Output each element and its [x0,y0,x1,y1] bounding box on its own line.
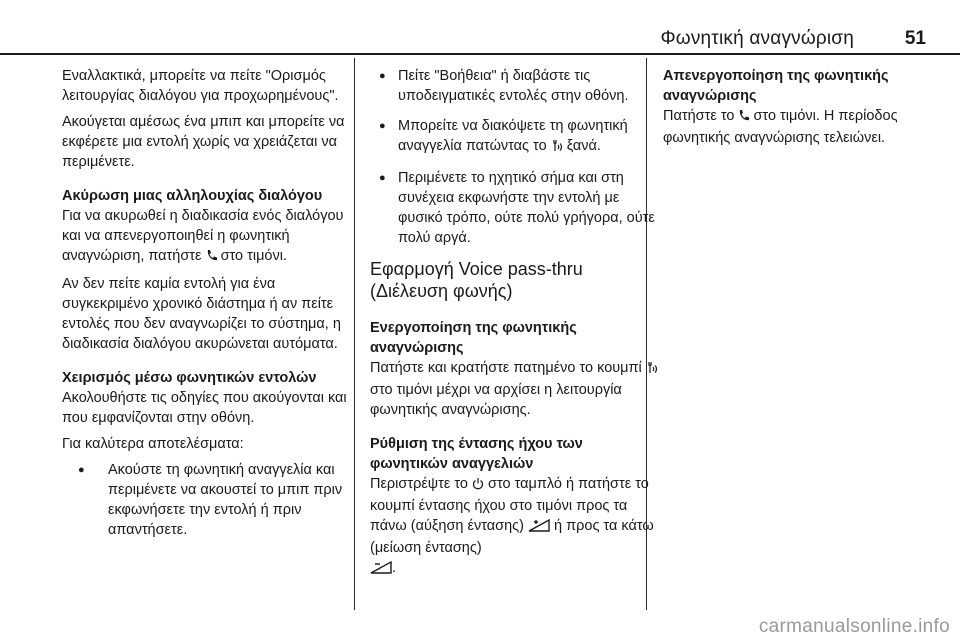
text: Για να ακυρωθεί η διαδικασία ενός διαλόγου και να απενεργοποιηθεί η φωνητική αναγνώριση, πατήστε [62,208,344,264]
voice-control-icon [551,138,563,158]
paragraph [370,474,658,580]
text: . [392,560,397,576]
column-right [663,66,943,154]
chapter-title: Φωνητική αναγνώριση [660,28,854,49]
section-heading: Απενεργοποίηση της φωνητικής αναγνώρισης [663,68,889,104]
volume-up-icon [528,518,550,538]
list-item: ● Περιμένετε το ηχητικό σήμα και στη συνέχεια εκφωνήστε την εντολή με φυσικό τρόπο, ούτε πολύ γρήγορα, ούτε πολύ αργά. [370,168,658,248]
bullet-list [370,66,658,248]
column-middle [370,66,658,586]
text: ξανά. [566,138,601,154]
power-icon [472,476,484,496]
voice-control-icon [646,360,658,380]
text: στο τιμόνι μέχρι να αρχίσει η λειτουργία φωνητικής αναγνώρισης. [370,382,622,418]
section-title: Εφαρμογή Voice pass-thru (Διέλευση φωνής) [370,259,583,301]
page-header [0,0,960,58]
paragraph [62,206,352,268]
text: ή προς τα κάτω (μείωση έντασης) [370,518,654,556]
section-heading: Ενεργοποίηση της φωνητικής αναγνώρισης [370,320,577,356]
section-heading: Χειρισμός μέσω φωνητικών εντολών [62,370,317,386]
column-left [62,66,352,550]
text: στο τιμόνι. Η περίοδος φωνητικής αναγνώρισης τελειώνει. [663,108,898,146]
list-item: ● Πείτε "Βοήθεια" ή διαβάστε τις υποδειγματικές εντολές στην οθόνη. [370,66,658,106]
list-item: ● Ακούστε τη φωνητική αναγγελία και περιμένετε να ακουστεί το μπιπ πριν εκφωνήσετε την εντολή ή πριν απαντήσετε. [62,460,352,540]
paragraph [370,358,658,420]
bullet-list [62,460,352,540]
text: Πατήστε και κρατήστε πατημένο το κουμπί [370,360,642,376]
watermark: carmanualsonline.info [758,616,950,637]
list-item [370,116,658,158]
hang-up-icon [738,108,749,128]
paragraph: Ακούγεται αμέσως ένα μπιπ και μπορείτε να εκφέρετε μια εντολή χωρίς να χρειάζεται να περιμένετε. [62,114,345,170]
text: Πατήστε το [663,108,735,124]
paragraph: Αν δεν πείτε καμία εντολή για ένα συγκεκριμένο χρονικό διάστημα ή αν πείτε εντολές που δεν αναγνωρίζει το σύστημα, η διαδικασία διαλόγου ακυρώνεται αυτόματα. [62,276,341,352]
text: στο ταμπλό ή πατήστε το κουμπί έντασης ήχου στο τιμόνι προς τα πάνω (αύξηση έντασης) [370,476,649,534]
paragraph: Εναλλακτικά, μπορείτε να πείτε "Ορισμός λειτουργίας διαλόγου για προχωρημένους". [62,68,339,104]
volume-down-icon [370,560,392,580]
text: στο τιμόνι. [220,248,287,264]
header-rule [0,53,960,55]
text: Μπορείτε να διακόψετε τη φωνητική αναγγελία πατώντας το [398,118,628,154]
section-heading: Ρύθμιση της έντασης ήχου των φωνητικών αναγγελιών [370,436,583,472]
paragraph: Ακολουθήστε τις οδηγίες που ακούγονται και που εμφανίζονται στην οθόνη. [62,390,347,426]
hang-up-icon [206,248,217,268]
paragraph [663,106,943,148]
column-divider [354,58,355,610]
paragraph: Για καλύτερα αποτελέσματα: [62,436,244,452]
page-number: 51 [904,28,926,49]
text: Περιστρέψτε το [370,476,468,492]
section-heading: Ακύρωση μιας αλληλουχίας διαλόγου [62,188,323,204]
